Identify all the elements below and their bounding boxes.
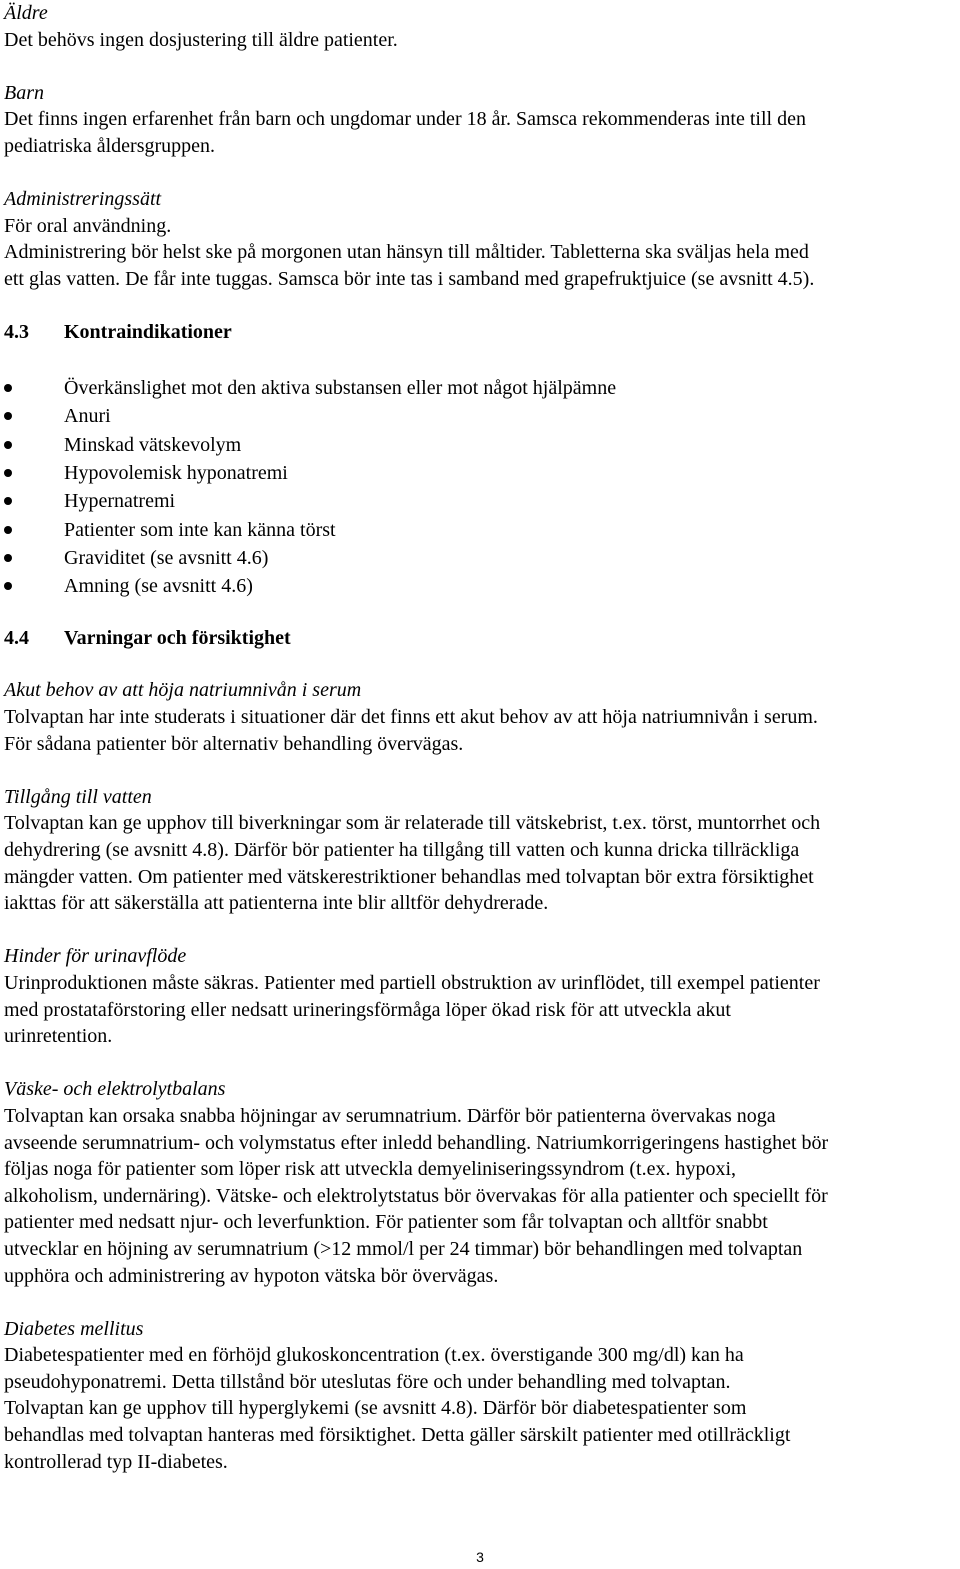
subheading-aldre: Äldre <box>4 2 48 24</box>
section-number-4-4: 4.4 <box>4 626 29 649</box>
page-number: 3 <box>476 1549 484 1565</box>
paragraph-line: kontrollerad typ II-diabetes. <box>4 1450 228 1473</box>
bullet-icon <box>4 412 12 420</box>
paragraph-line: upphöra och administrering av hypoton vätska bör övervägas. <box>4 1264 499 1287</box>
bullet-icon <box>4 469 12 477</box>
paragraph-line: Tolvaptan kan orsaka snabba höjningar av serumnatrium. Därför bör patienterna övervakas noga <box>4 1104 776 1127</box>
subheading-hinder-urinavflode: Hinder för urinavflöde <box>4 945 187 968</box>
paragraph-line: behandlas med tolvaptan hanteras med försiktighet. Detta gäller särskilt patienter med otillräckligt <box>4 1424 791 1447</box>
barn-line-1: Det finns ingen erfarenhet från barn och ungdomar under 18 år. Samsca rekommenderas inte till den <box>4 108 806 131</box>
list-item: Amning (se avsnitt 4.6) <box>4 572 956 600</box>
subsection-tillgang-till-vatten <box>4 784 956 917</box>
paragraph-line: Diabetespatienter med en förhöjd glukoskoncentration (t.ex. överstigande 300 mg/dl) kan ha <box>4 1344 744 1367</box>
subheading-akut-behov: Akut behov av att höja natriumnivån i serum <box>4 679 362 702</box>
list-item: Hypovolemisk hyponatremi <box>4 459 956 487</box>
paragraph-line: alkoholism, undernäring). Vätske- och elektrolytstatus bör övervakas för alla patienter och speciellt för <box>4 1184 828 1207</box>
bullet-icon <box>4 582 12 590</box>
heading-contraindications <box>4 319 956 346</box>
subheading-tillgang-till-vatten: Tillgång till vatten <box>4 785 152 808</box>
admin-line-2: Administrering bör helst ske på morgonen utan hänsyn till måltider. Tabletterna ska sväljas hela med <box>4 241 809 264</box>
paragraph-line: mängder vatten. Om patienter med vätskerestriktioner behandlas med tolvaptan bör extra försiktighet <box>4 865 814 888</box>
section-number-4-3: 4.3 <box>4 321 29 344</box>
paragraph-line: urinretention. <box>4 1025 113 1048</box>
admin-line-3: ett glas vatten. De får inte tuggas. Samsca bör inte tas i samband med grapefruktjuice (se avsnitt 4.5). <box>4 267 815 290</box>
subsection-hinder-urinavflode <box>4 943 956 1049</box>
contraindications-list <box>4 374 956 601</box>
paragraph-line: patienter med nedsatt njur- och leverfunktion. För patienter som får tolvaptan och alltför snabbt <box>4 1211 768 1234</box>
subsection-vaske-elektrolytbalans <box>4 1076 956 1289</box>
list-item: Graviditet (se avsnitt 4.6) <box>4 544 956 572</box>
list-item: Överkänslighet mot den aktiva substansen eller mot något hjälpämne <box>4 374 956 402</box>
subheading-diabetes-mellitus: Diabetes mellitus <box>4 1317 144 1340</box>
list-item: Anuri <box>4 402 956 430</box>
paragraph-line: följas noga för patienter som löper risk att utveckla demyeliniseringssyndrom (t.ex. hypoxi, <box>4 1158 737 1181</box>
document-page <box>4 0 956 1475</box>
section-barn <box>4 80 956 160</box>
bullet-icon <box>4 497 12 505</box>
subheading-barn: Barn <box>4 81 44 104</box>
paragraph-line: iakttas för att säkerställa att patienterna inte blir alltför dehydrerade. <box>4 892 549 915</box>
subsection-diabetes-mellitus <box>4 1316 956 1476</box>
bullet-icon <box>4 554 12 562</box>
section-aldre <box>4 0 956 53</box>
subsection-akut-behov <box>4 677 956 757</box>
section-title-warnings: Varningar och försiktighet <box>64 626 291 649</box>
bullet-icon <box>4 526 12 534</box>
paragraph-line: Tolvaptan kan ge upphov till hyperglykemi (se avsnitt 4.8). Därför bör diabetespatienter som <box>4 1397 747 1420</box>
paragraph-line: avseende serumnatrium- och volymstatus efter inledd behandling. Natriumkorrigeringens hastighet bör <box>4 1131 829 1154</box>
paragraph-line: Urinproduktionen måste säkras. Patienter med partiell obstruktion av urinflödet, till exempel patienter <box>4 971 820 994</box>
subheading-vaske-elektrolytbalans: Väske- och elektrolytbalans <box>4 1078 226 1101</box>
paragraph-line: utvecklar en höjning av serumnatrium (>12 mmol/l per 24 timmar) bör behandlingen med tolvaptan <box>4 1237 803 1260</box>
section-title-contraindications: Kontraindikationer <box>64 321 232 344</box>
paragraph-line: pseudohyponatremi. Detta tillstånd bör uteslutas före och under behandling med tolvaptan. <box>4 1370 731 1393</box>
list-item: Hypernatremi <box>4 487 956 515</box>
list-item: Patienter som inte kan känna törst <box>4 516 956 544</box>
section-administreringssatt <box>4 186 956 292</box>
admin-line-1: För oral användning. <box>4 214 172 237</box>
paragraph-line: För sådana patienter bör alternativ behandling övervägas. <box>4 732 464 755</box>
aldre-line-1: Det behövs ingen dosjustering till äldre patienter. <box>4 28 398 51</box>
heading-warnings <box>4 625 956 652</box>
barn-line-2: pediatriska åldersgruppen. <box>4 134 216 157</box>
list-item: Minskad vätskevolym <box>4 431 956 459</box>
subheading-administreringssatt: Administreringssätt <box>4 188 162 211</box>
paragraph-line: Tolvaptan kan ge upphov till biverkningar som är relaterade till vätskebrist, t.ex. törst, muntorrhet och <box>4 812 821 835</box>
paragraph-line: dehydrering (se avsnitt 4.8). Därför bör patienter ha tillgång till vatten och kunna dricka tillräckliga <box>4 839 800 861</box>
paragraph-line: med prostataförstoring eller nedsatt urineringsförmåga löper ökad risk för att utveckla akut <box>4 998 731 1021</box>
paragraph-line: Tolvaptan har inte studerats i situationer där det finns ett akut behov av att höja natriumnivån i serum. <box>4 706 818 729</box>
bullet-icon <box>4 441 12 449</box>
bullet-icon <box>4 384 12 392</box>
